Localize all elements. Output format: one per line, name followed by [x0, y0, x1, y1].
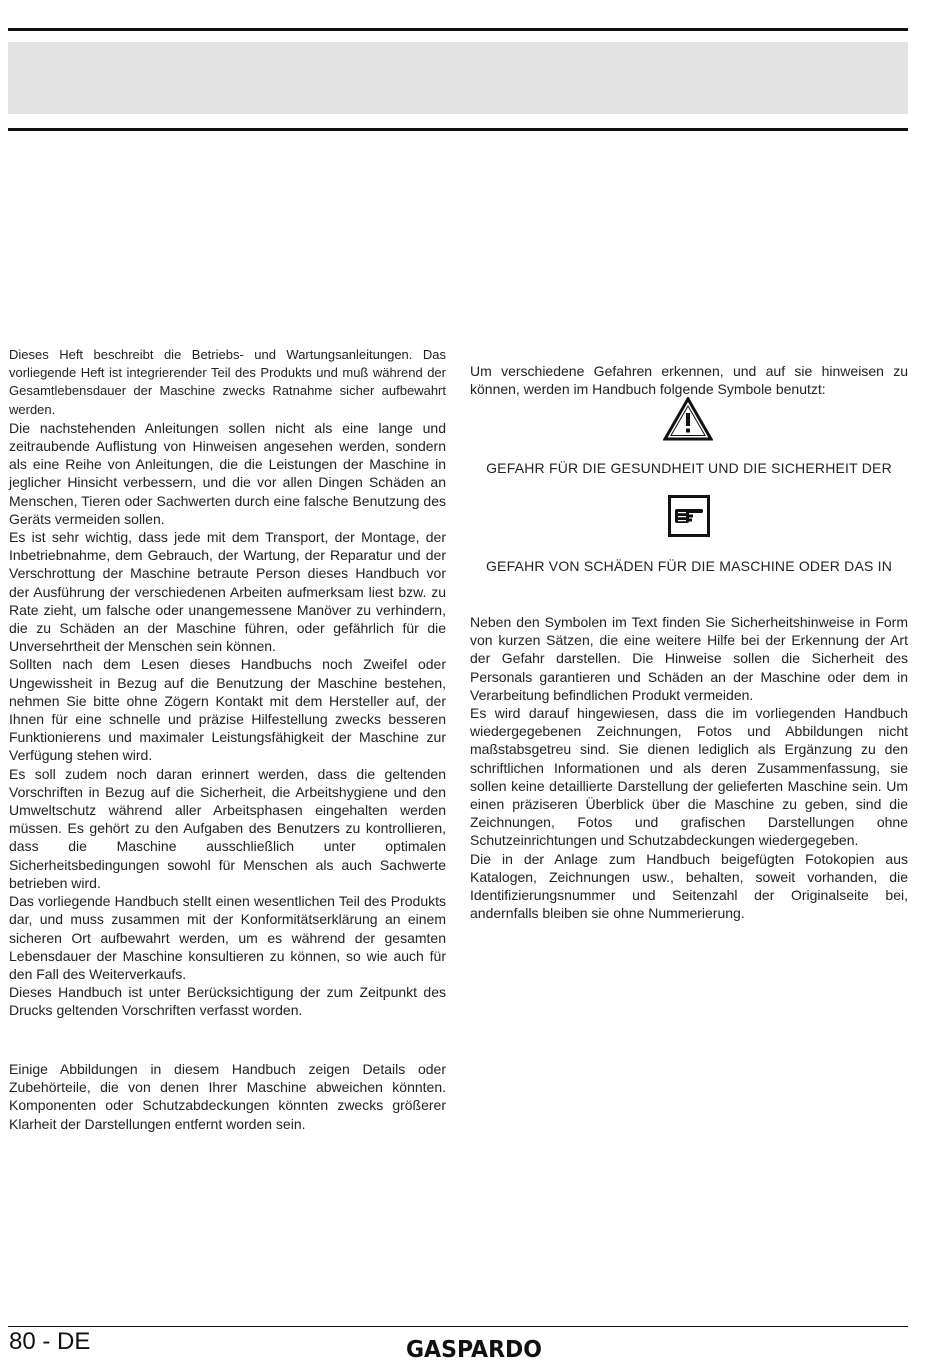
header-title-band	[8, 42, 908, 114]
symbols-intro-text: Um verschiedene Gefahren erkennen, und auf sie hinweisen zu können, werden im Handbuch folgende Symbole benutzt:	[470, 363, 908, 398]
left-paragraph-5: Es soll zudem noch daran erinnert werden, dass die geltenden Vorschriften in Bezug auf die Sicherheit, die Arbeitshygiene und den Umweltschutz während aller Arbeitsphasen eingehalten werden müssen. Es gehört zu den Aufgaben des Benutzers zu kontrollieren, dass die Maschine ausschließlich unter optimalen Sicherheitsbedingungen sowohl für Menschen als auch Sachwerte betrieben wird.	[9, 765, 446, 891]
left-paragraph-6: Das vorliegende Handbuch stellt einen wesentlichen Teil des Produkts dar, und muss zusammen mit der Konformitätserklärung an einem sicheren Ort aufbewahrt werden, um es während der gesamten Lebensdauer der Maschine konsultieren zu können, so wie auch für den Fall des Weiterverkaufs.	[9, 893, 446, 982]
symbol-caption-damage: GEFAHR VON SCHÄDEN FÜR DIE MASCHINE ODER DAS IN	[485, 558, 893, 574]
right-paragraph-1: Neben den Symbolen im Text finden Sie Sicherheitshinweise in Form von kurzen Sätzen, die eine weitere Hilfe bei der Erkennung der Art der Gefahr darstellen. Die Hinweise sollen die Sicherheit des Personals garantieren und Schäden an der Maschine oder dem in Verarbeitung befindlichen Produkt vermeiden.	[470, 614, 908, 703]
svg-text:GASPARDO: GASPARDO	[406, 1337, 542, 1360]
right-paragraph-2: Es wird darauf hingewiesen, dass die im vorliegenden Handbuch wiedergegebenen Zeichnungen, Fotos und Abbildungen nicht maßstabsgetreu sind. Sie dienen lediglich als Ergänzung zu den schriftlichen Informationen und als deren Zusammenfassung, sie sollen keine detaillierte Darstellung der gelieferten Maschine sein. Um einen präziseren Überblick über die Maschine zu geben, sind die Zeichnungen, Fotos und grafischen Darstellungen ohne Schutzeinrichtungen und Schutzabdeckungen wiedergegeben.	[470, 705, 908, 849]
symbols-intro	[470, 362, 908, 398]
left-paragraph-4: Sollten nach dem Lesen dieses Handbuchs noch Zweifel oder Ungewissheit in Bezug auf die Benutzung der Maschine bestehen, nehmen Sie bitte ohne Zögern Kontakt mit dem Hersteller auf, der Ihnen für eine schnelle und präzise Hilfestellung zwecks besseren Funktionierens und maximaler Leistungsfähigkeit der Maschine zur Verfügung stehen wird.	[9, 656, 446, 764]
page-number: 80 - DE	[9, 1328, 91, 1355]
right-paragraph-3: Die in der Anlage zum Handbuch beigefügten Fotokopien aus Katalogen, Zeichnungen usw., behalten, soweit vorhanden, die Identifizierungsnummer und Seitenzahl der Originalseite bei, andernfalls bleiben sie ohne Nummerierung.	[470, 850, 908, 922]
header-rule-bottom	[8, 128, 908, 131]
left-paragraph-1: Dieses Heft beschreibt die Betriebs- und Wartungsanleitungen. Das vorliegende Heft ist integrierender Teil des Produkts und muß während der Gesamtlebensdauer der Maschine zwecks Ratnahme sicher aufbewahrt werden.	[9, 347, 446, 417]
footer-rule	[8, 1326, 908, 1327]
header-rule-top	[8, 28, 908, 31]
symbol-caption-health: GEFAHR FÜR DIE GESUNDHEIT UND DIE SICHERHEIT DER	[486, 460, 892, 476]
left-paragraph-2: Die nachstehenden Anleitungen sollen nicht als eine lange und zeitraubende Auflistung von Hinweisen angesehen werden, sondern als eine Reihe von Anleitungen, die die Leistungen der Maschine in jeglicher Hinsicht verbessern, und die vor allen Dingen Schäden an Menschen, Tieren oder Sachwerten durch eine falsche Benutzung des Geräts vermeiden sollen.	[9, 419, 446, 527]
illustration-note	[9, 1060, 446, 1133]
left-paragraph-7: Dieses Handbuch ist unter Berücksichtigung der zum Zeitpunkt des Drucks geltenden Vorschriften verfasst worden.	[9, 984, 446, 1019]
right-column	[470, 613, 908, 922]
pointing-hand-icon	[668, 495, 710, 537]
warning-triangle-icon	[663, 397, 713, 441]
left-column	[9, 346, 446, 1020]
left-paragraph-3: Es ist sehr wichtig, dass jede mit dem Transport, der Montage, der Inbetriebnahme, dem Gebrauch, der Wartung, der Reparatur und der Verschrottung der Maschine betraute Person dieses Handbuch vor der Ausführung der verschiedenen Arbeiten aufmerksam liest bzw. zu Rate zieht, um falsche oder unangemessene Manöver zu verhindern, die zu Schäden an der Maschine führen, oder gefährlich für die Unversehrtheit der Menschen sein können.	[9, 529, 446, 655]
illustration-note-text: Einige Abbildungen in diesem Handbuch zeigen Details oder Zubehörteile, die von denen Ihrer Maschine abweichen könnten. Komponenten oder Schutzabdeckungen könnten zwecks größerer Klarheit der Darstellungen entfernt worden sein.	[9, 1061, 446, 1132]
brand-logo	[405, 1336, 543, 1360]
